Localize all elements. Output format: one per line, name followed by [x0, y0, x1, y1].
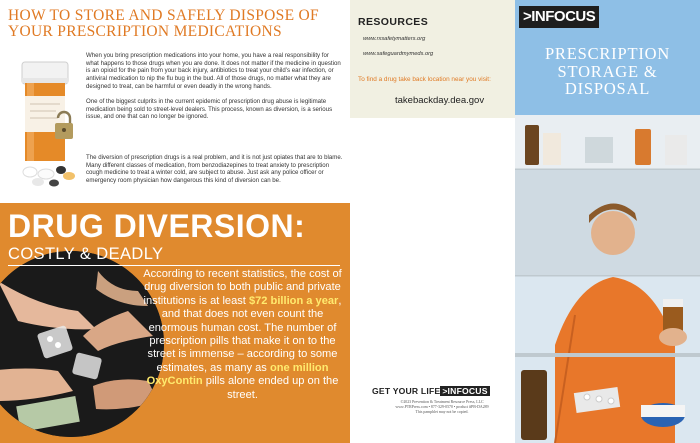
brand-arrow: >IN: [442, 386, 457, 396]
copy-notice: This pamphlet may not be copied.: [415, 410, 469, 414]
logo-arrow: >IN: [523, 8, 546, 25]
cover-panel: [515, 0, 700, 443]
contact-line: www.PTRPress.com • 877-329-0570 • product #PB-DA289: [395, 405, 489, 409]
cover-header: [515, 0, 700, 115]
middle-panel: [350, 0, 515, 443]
resource-link[interactable]: www.safeguardmymeds.org: [363, 51, 434, 57]
resources-box: [350, 0, 515, 118]
resource-link[interactable]: www.rxsafetymatters.org: [363, 36, 426, 42]
brand-logo: [440, 386, 489, 396]
publisher-footer: [372, 386, 512, 414]
story-text: According to recent statistics, the cost of drug diversion to both public and private institutions is at least: [143, 268, 342, 307]
section-subhead: COSTLY & DEADLY: [8, 245, 164, 263]
diversion-paragraph: One of the biggest culprits in the current epidemic of prescription drug abuse is legitimate medication being sold to street-level dealers. This process, known as diversion, is a serious issue, and one that can no longer be ignored.: [86, 98, 333, 121]
section-headline: DRUG DIVERSION:: [8, 208, 306, 244]
brand-tagline: [372, 386, 512, 396]
brand-prefix: GET YOUR LIFE: [372, 386, 441, 396]
resources-title: RESOURCES: [358, 16, 429, 28]
abuse-paragraph: The diversion of prescription drugs is a real problem, and it is not just opiates that are to blame. Many different classes of medication, from benzodiazepines to treat anxiety to prescription cough medicine to treat a winter cold, are subject to abuse. Just ask any police officer or emergency room physician how dangerous this kind of diversion can be.: [86, 154, 343, 185]
brand-focus: FOCUS: [456, 386, 488, 396]
cover-title-line: DISPOSAL: [564, 79, 651, 98]
cover-title-line: PRESCRIPTION: [544, 44, 671, 63]
man-reading-medicine-cabinet-photo: [515, 115, 700, 443]
logo-focus: FOCUS: [545, 8, 596, 25]
diversion-story: [140, 268, 345, 402]
pill-bottle-with-padlock-image: [16, 56, 82, 192]
intro-paragraph: When you bring prescription medications into your home, you have a real responsibility for what happens to those drugs when you are done. It does not matter if the medicine in question is an opioid for the pain from your back injury, antibiotics to treat your child’s ear infection, or antiviral medication to nip the flu bug in the bud. All of those drugs, no matter what they are designed to treat, can be harmful or even deadly in the wrong hands.: [86, 52, 341, 90]
infocus-logo: [519, 6, 599, 28]
page-title: HOW TO STORE AND SAFELY DISPOSE OF YOUR PRESCRIPTION MEDICATIONS: [8, 7, 319, 40]
story-text: pills alone ended up on the street.: [202, 375, 339, 401]
cost-highlight: $72 billion a year: [248, 294, 339, 307]
drug-diversion-section: [0, 203, 350, 443]
take-back-instructions: To find a drug take back location near you visit:: [358, 76, 491, 83]
cover-title-line: STORAGE &: [557, 61, 658, 81]
cover-title: [515, 45, 700, 98]
divider: [8, 265, 340, 266]
take-back-url[interactable]: takebackday.dea.gov: [395, 95, 485, 106]
intro-text: [86, 52, 343, 129]
oxycontin-highlight: one million OxyContin: [146, 361, 329, 388]
copyright-line: ©2023 Prevention & Treatment Resource Press, LLC: [400, 400, 484, 404]
story-text: , and that does not even count the enormous human cost. The number of prescription pills that make it on to the street is immense – according to some estimates, as many as: [147, 294, 342, 374]
